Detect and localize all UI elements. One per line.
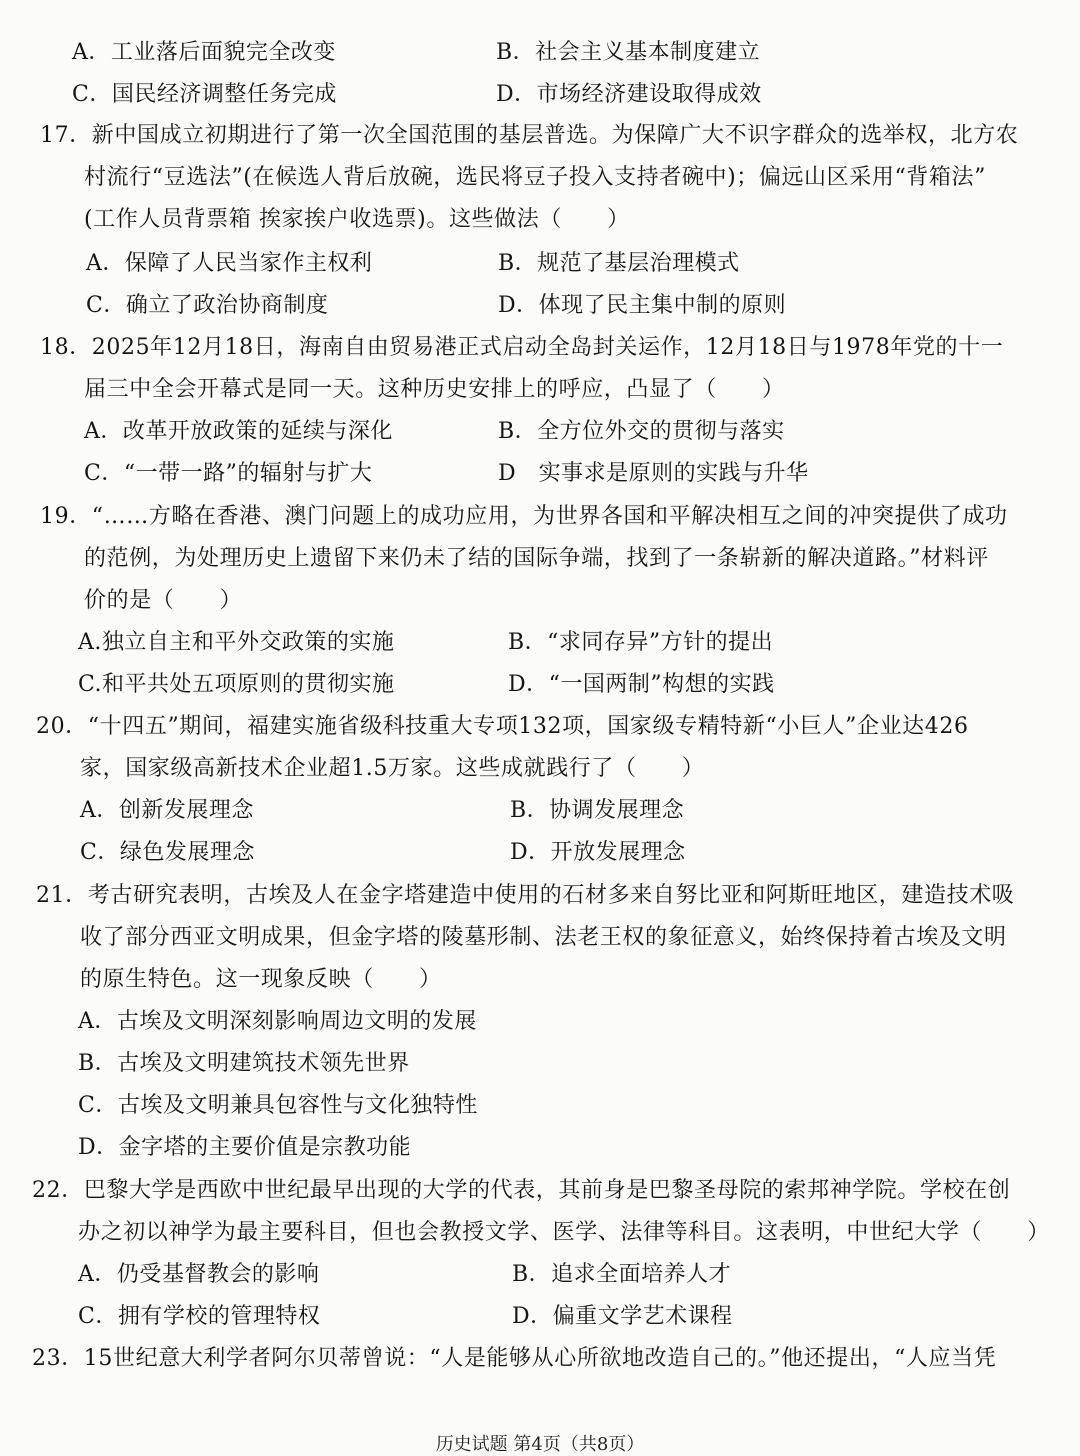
q16-option-b: B．社会主义基本制度建立 bbox=[496, 40, 761, 65]
q20-stem-line-2: 家，国家级高新技术企业超1.5万家。这些成就践行了（ ） bbox=[80, 756, 705, 781]
q22-option-d: D．偏重文学艺术课程 bbox=[512, 1304, 733, 1329]
q21-stem-line-2: 收了部分西亚文明成果，但金字塔的陵墓形制、法老王权的象征意义，始终保持着古埃及文明 bbox=[80, 925, 1007, 950]
q19-stem-line-2: 的范例，为处理历史上遗留下来仍未了结的国际争端，找到了一条崭新的解决道路。”材料评 bbox=[84, 546, 989, 571]
q20-option-a: A．创新发展理念 bbox=[80, 798, 254, 823]
q18-option-a: A．改革开放政策的延续与深化 bbox=[84, 419, 393, 444]
q22-stem-line-2: 办之初以神学为最主要科目，但也会教授文学、医学、法律等科目。这表明，中世纪大学（ ） bbox=[78, 1220, 1050, 1245]
q19-stem-line-1: 19．“……方略在香港、澳门问题上的成功应用，为世界各国和平解决相互之间的冲突提供了成功 bbox=[40, 504, 1008, 529]
q21-stem-line-3: 的原生特色。这一现象反映（ ） bbox=[80, 967, 442, 992]
q20-option-c: C．绿色发展理念 bbox=[80, 840, 255, 865]
q23-stem-line-1: 23．15世纪意大利学者阿尔贝蒂曾说：“人是能够从心所欲地改造自己的。”他还提出，“人应当凭 bbox=[32, 1346, 997, 1371]
q16-option-d: D．市场经济建设取得成效 bbox=[496, 82, 762, 107]
q19-option-b: B．“求同存异”方针的提出 bbox=[508, 630, 774, 655]
q17-option-b: B．规范了基层治理模式 bbox=[498, 251, 740, 276]
q16-option-a: A．工业落后面貌完全改变 bbox=[72, 40, 336, 65]
q21-option-b: B．古埃及文明建筑技术领先世界 bbox=[78, 1051, 410, 1076]
q17-option-c: C．确立了政治协商制度 bbox=[86, 293, 329, 318]
q18-option-c: C．“一带一路”的辐射与扩大 bbox=[84, 461, 373, 486]
q17-option-a: A．保障了人民当家作主权利 bbox=[86, 251, 373, 276]
q19-stem-line-3: 价的是（ ） bbox=[84, 588, 243, 613]
q18-option-b: B．全方位外交的贯彻与落实 bbox=[498, 419, 785, 444]
page-footer: 历史试题 第4页（共8页） bbox=[435, 1434, 645, 1455]
q17-option-d: D．体现了民主集中制的原则 bbox=[498, 293, 787, 318]
q19-option-c: C.和平共处五项原则的贯彻实施 bbox=[78, 672, 395, 697]
q18-stem-line-2: 届三中全会开幕式是同一天。这种历史安排上的呼应，凸显了（ ） bbox=[84, 377, 785, 402]
q20-option-b: B．协调发展理念 bbox=[510, 798, 685, 823]
q17-stem-line-1: 17．新中国成立初期进行了第一次全国范围的基层普选。为保障广大不识字群众的选举权，北方农 bbox=[40, 123, 1019, 148]
q19-option-d: D．“一国两制”构想的实践 bbox=[508, 672, 775, 697]
q21-stem-line-1: 21．考古研究表明，古埃及人在金字塔建造中使用的石材多来自努比亚和阿斯旺地区，建造技术吸 bbox=[36, 883, 1015, 908]
q17-stem-line-3: (工作人员背票箱 挨家挨户收选票)。这些做法（ ） bbox=[84, 207, 630, 232]
q22-option-a: A．仍受基督教会的影响 bbox=[78, 1262, 320, 1287]
q21-option-d: D．金字塔的主要价值是宗教功能 bbox=[78, 1135, 412, 1160]
q19-option-a: A.独立自主和平外交政策的实施 bbox=[78, 630, 395, 655]
q20-stem-line-1: 20．“十四五”期间，福建实施省级科技重大专项132项，国家级专精特新“小巨人”企业达426 bbox=[36, 714, 969, 739]
q18-option-d: D 实事求是原则的实践与升华 bbox=[498, 461, 809, 486]
q17-stem-line-2: 村流行“豆选法”(在候选人背后放碗，选民将豆子投入支持者碗中)；偏远山区采用“背箱法” bbox=[84, 165, 986, 190]
q22-option-b: B．追求全面培养人才 bbox=[512, 1262, 732, 1287]
q21-option-a: A．古埃及文明深刻影响周边文明的发展 bbox=[78, 1009, 477, 1034]
q22-stem-line-1: 22．巴黎大学是西欧中世纪最早出现的大学的代表，其前身是巴黎圣母院的索邦神学院。学校在创 bbox=[32, 1178, 1011, 1203]
q16-option-c: C．国民经济调整任务完成 bbox=[72, 82, 337, 107]
q18-stem-line-1: 18．2025年12月18日，海南自由贸易港正式启动全岛封关运作，12月18日与1978年党的十一 bbox=[40, 335, 1004, 360]
q21-option-c: C．古埃及文明兼具包容性与文化独特性 bbox=[78, 1093, 478, 1118]
q22-option-c: C．拥有学校的管理特权 bbox=[78, 1304, 321, 1329]
q20-option-d: D．开放发展理念 bbox=[510, 840, 686, 865]
